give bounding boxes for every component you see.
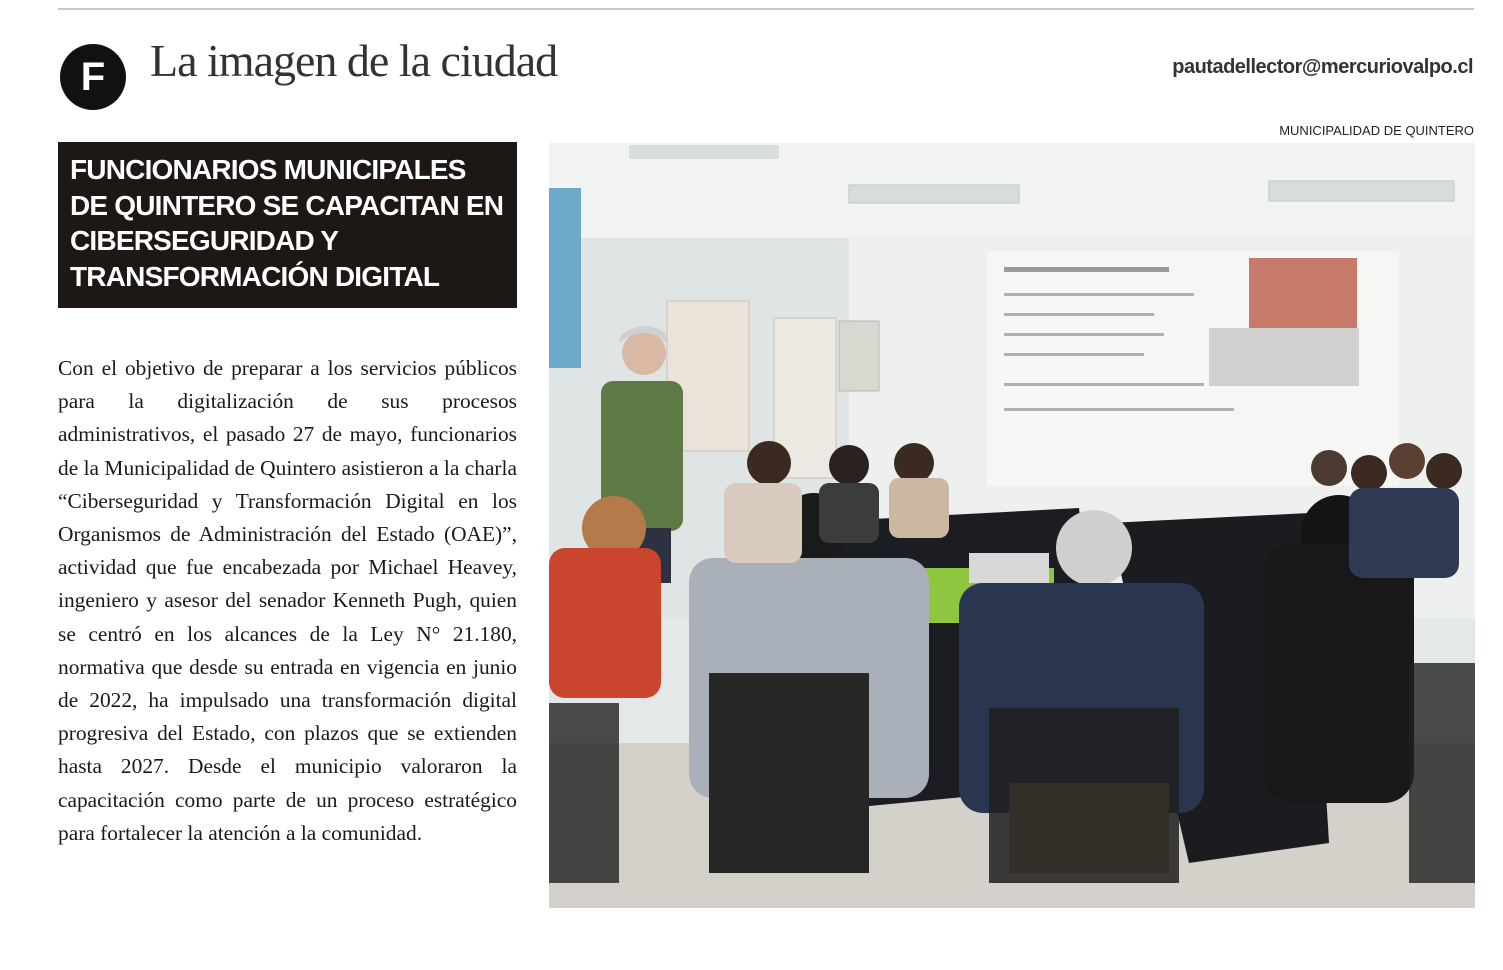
section-letter: F [80,54,106,99]
article-headline: FUNCIONARIOS MUNICIPALES DE QUINTERO SE CAPACITAN EN CIBERSEGURIDAD Y TRANSFORMACIÓN DIGITAL [70,154,504,292]
article-body: Con el objetivo de preparar a los servicios públicos para la digitalización de sus procesos administrativos, el pasado 27 de mayo, funcionarios de la Municipalidad de Quintero asistieron a la charla “Ciberseguridad y Transformación Digital en los Organismos de Administración del Estado (OAE)”, actividad que fue encabezada por Michael Heavey, ingeniero y asesor del senador Kenneth Pugh, quien se centró en los alcances de la Ley N° 21.180, normativa que desde su entrada en vigencia en junio de 2022, ha impulsado una transformación digital progresiva del Estado, con plazos que se extienden hasta 2027. Desde el municipio valoraron la capacitación como parte de un proceso estratégico para fortalecer la atención a la comunidad. [58,356,517,845]
headline-box [58,142,517,308]
classroom-photo-illustration [549,143,1475,908]
section-title: La imagen de la ciudad [150,35,558,86]
photo-credit: MUNICIPALIDAD DE QUINTERO [1279,123,1474,138]
section-badge [60,44,126,110]
reader-email-link[interactable]: pautadellector@mercuriovalpo.cl [1172,56,1473,78]
article-photo [549,143,1475,908]
top-divider [58,8,1474,10]
